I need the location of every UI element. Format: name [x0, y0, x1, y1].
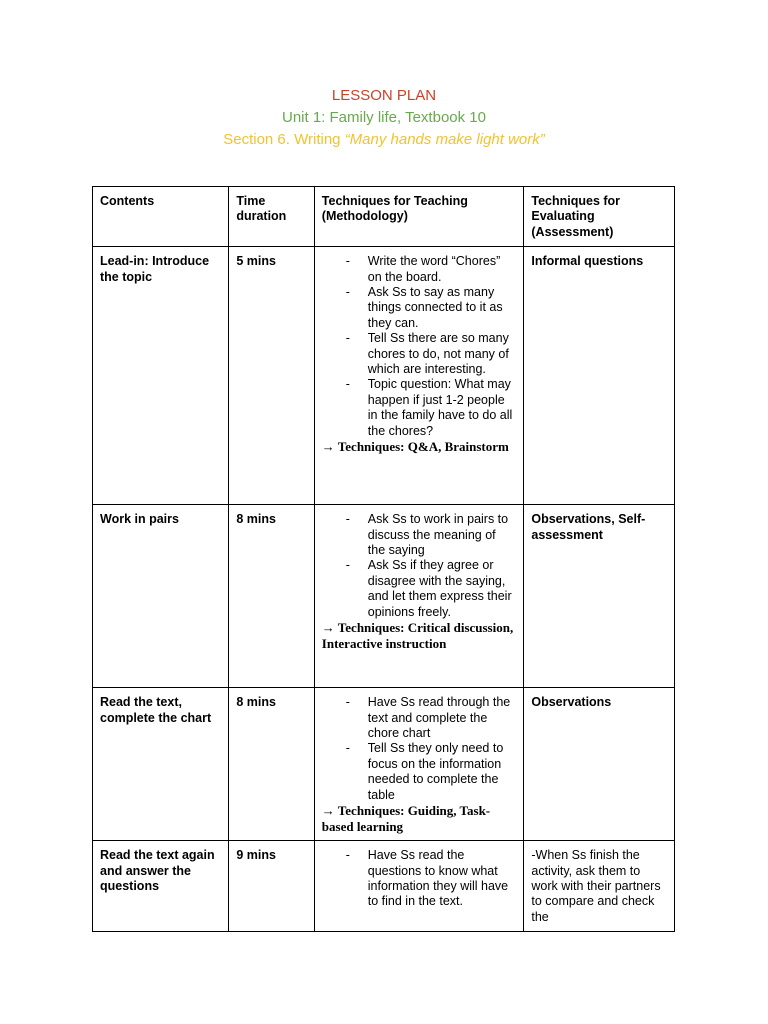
list-item: - Ask Ss to say as many things connected to it as they can.	[322, 285, 517, 331]
row-assessment: -When Ss finish the activity, ask them to work with their partners to compare and check the	[524, 841, 675, 932]
techniques-note: → Techniques: Q&A, Brainstorm	[321, 439, 509, 455]
row-assessment: Observations	[524, 688, 675, 841]
header-time: Time duration	[229, 187, 314, 247]
header-methodology: Techniques for Teaching (Methodology)	[314, 187, 524, 247]
steps-list	[322, 695, 517, 803]
techniques-note: → Techniques: Guiding, Task-based learning	[321, 803, 491, 834]
list-item: - Have Ss read through the text and complete the chore chart	[322, 695, 517, 741]
row-time: 8 mins	[229, 505, 314, 688]
row-content: Read the text, complete the chart	[93, 688, 229, 841]
list-item: - Ask Ss if they agree or disagree with the saying, and let them express their opinions freely.	[322, 558, 517, 620]
table-row	[93, 688, 675, 841]
row-assessment: Observations, Self-assessment	[524, 505, 675, 688]
row-methodology	[314, 841, 524, 932]
lesson-plan-title: LESSON PLAN	[331, 87, 437, 104]
row-time: 8 mins	[229, 688, 314, 841]
section-title	[0, 130, 768, 152]
header-contents: Contents	[93, 187, 229, 247]
table-row	[93, 505, 675, 688]
steps-list	[322, 254, 517, 439]
row-content: Work in pairs	[93, 505, 229, 688]
title-block	[0, 86, 768, 152]
table-row	[93, 247, 675, 505]
list-item: - Tell Ss there are so many chores to do, not many of which are interesting.	[322, 331, 517, 377]
unit-title: Unit 1: Family life, Textbook 10	[282, 109, 486, 126]
list-item: - Ask Ss to work in pairs to discuss the meaning of the saying	[322, 512, 517, 558]
header-assessment: Techniques for Evaluating (Assessment)	[524, 187, 675, 247]
lesson-plan-table	[92, 186, 675, 932]
steps-list	[322, 848, 517, 910]
section-quote: “Many hands make light work”	[344, 131, 545, 148]
row-assessment: Informal questions	[524, 247, 675, 505]
section-prefix: Section 6. Writing	[223, 131, 345, 148]
row-content: Read the text again and answer the questions	[93, 841, 229, 932]
list-item: - Have Ss read the questions to know what information they will have to find in the text.	[322, 848, 517, 910]
row-time: 9 mins	[229, 841, 314, 932]
row-time: 5 mins	[229, 247, 314, 505]
list-item: - Write the word “Chores” on the board.	[322, 254, 517, 285]
techniques-note: → Techniques: Critical discussion, Interactive instruction	[321, 620, 514, 651]
row-content: Lead-in: Introduce the topic	[93, 247, 229, 505]
row-methodology	[314, 247, 524, 505]
row-methodology	[314, 688, 524, 841]
list-item: - Tell Ss they only need to focus on the information needed to complete the table	[322, 741, 517, 803]
steps-list	[322, 512, 517, 620]
table-row	[93, 841, 675, 932]
list-item: - Topic question: What may happen if just 1-2 people in the family have to do all the chores?	[322, 377, 517, 439]
table-header-row	[93, 187, 675, 247]
row-methodology	[314, 505, 524, 688]
